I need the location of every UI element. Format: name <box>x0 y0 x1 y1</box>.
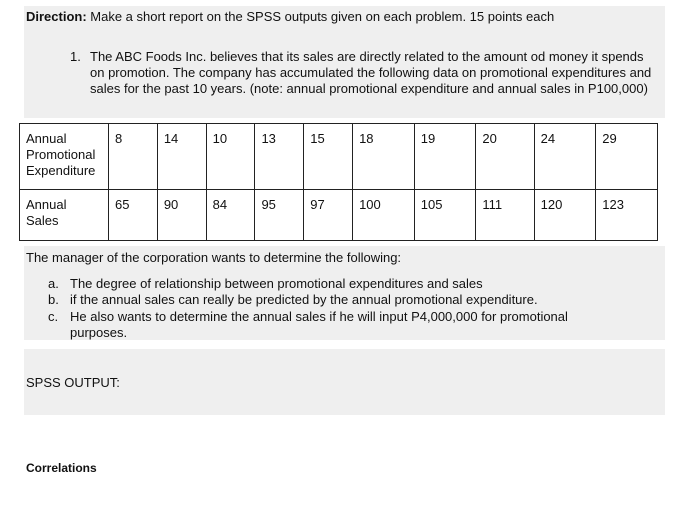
list-item-c <box>48 309 568 325</box>
table-cell: 95 <box>255 190 304 241</box>
table-cell: 19 <box>414 124 476 190</box>
list-item-b <box>48 292 538 308</box>
table-cell: 65 <box>109 190 158 241</box>
problem-text: The ABC Foods Inc. believes that its sales are directly related to the amount od money it spends on promotion. The company has accumulated the following data on promotional expenditures and sales for the past 10 years. (note: annual promotional expenditure and annual sales in P100,000) <box>90 49 652 96</box>
table-cell: 120 <box>534 190 596 241</box>
table-cell: 29 <box>596 124 658 190</box>
direction-text: Make a short report on the SPSS outputs given on each problem. 15 points each <box>86 9 555 24</box>
problem-number: 1. <box>70 49 81 64</box>
list-text: He also wants to determine the annual sales if he will input P4,000,000 for promotional <box>70 309 568 324</box>
data-table <box>19 123 658 241</box>
table-cell: 10 <box>206 124 255 190</box>
table-cell: 14 <box>157 124 206 190</box>
correlations-label: Correlations <box>26 461 97 475</box>
table-cell: 15 <box>304 124 353 190</box>
table-cell: 20 <box>476 124 534 190</box>
direction-label: Direction: <box>26 9 87 24</box>
table-cell: 24 <box>534 124 596 190</box>
direction-line <box>26 9 554 25</box>
table-cell: 111 <box>476 190 534 241</box>
table-row-sales <box>20 190 658 241</box>
list-marker: b. <box>48 292 59 307</box>
table-cell: 18 <box>353 124 415 190</box>
table-cell: 8 <box>109 124 158 190</box>
table-cell: 90 <box>157 190 206 241</box>
shade-spss <box>24 349 665 415</box>
manager-text: The manager of the corporation wants to determine the following: <box>26 250 402 265</box>
list-text: if the annual sales can really be predicted by the annual promotional expenditure. <box>70 292 538 307</box>
table-cell: 97 <box>304 190 353 241</box>
table-cell: 100 <box>353 190 415 241</box>
row-label-sales: Annual Sales <box>20 190 109 241</box>
spss-output-label: SPSS OUTPUT: <box>26 375 120 390</box>
row-label-expenditure: Annual Promotional Expenditure <box>20 124 109 190</box>
list-text: The degree of relationship between promotional expenditures and sales <box>70 276 483 291</box>
table-cell: 84 <box>206 190 255 241</box>
list-item-a <box>48 276 483 292</box>
list-item-c-continuation: purposes. <box>70 325 128 340</box>
table-row-expenditure <box>20 124 658 190</box>
table-cell: 105 <box>414 190 476 241</box>
table-cell: 123 <box>596 190 658 241</box>
list-marker: a. <box>48 276 59 291</box>
table-cell: 13 <box>255 124 304 190</box>
list-marker: c. <box>48 309 59 324</box>
